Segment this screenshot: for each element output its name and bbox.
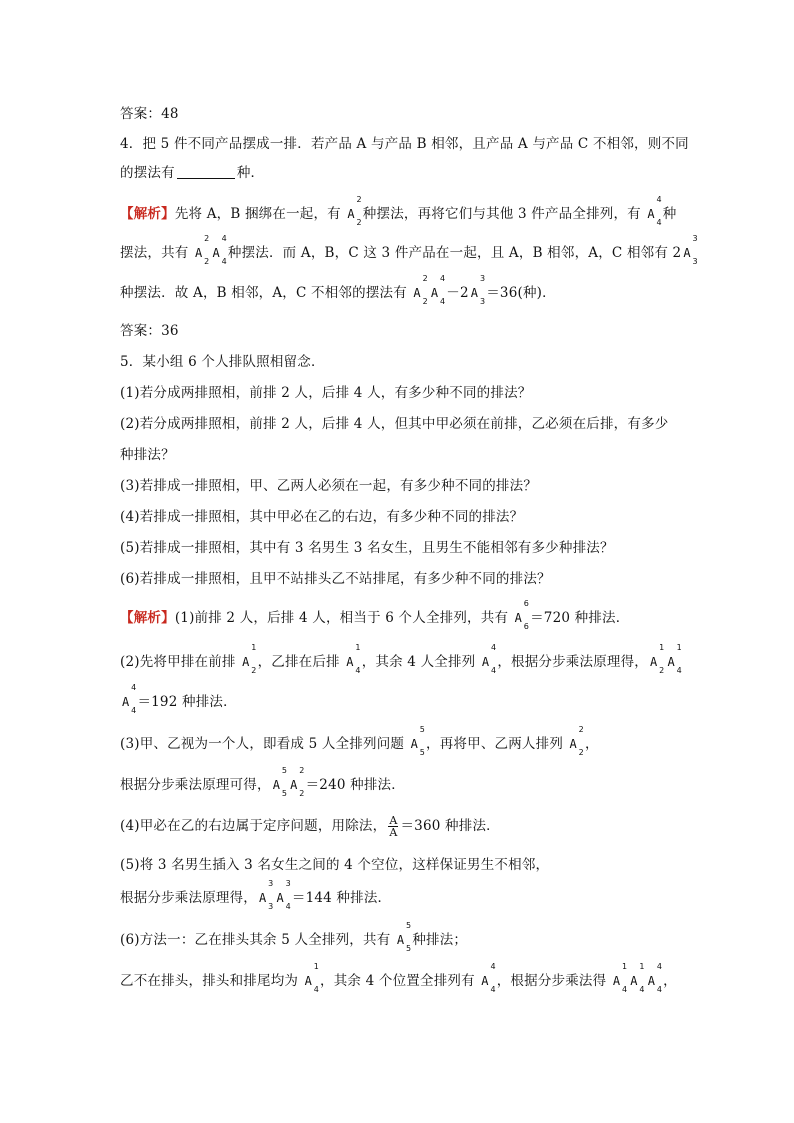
perm-symbol: A 6 6 <box>514 599 530 631</box>
fraction: $\frac{A}{A}$ <box>389 814 398 839</box>
q4-solution-line3: 种摆法．故 A，B 相邻，A，C 不相邻的摆法有 A 2 2 A 4 4 －2 A 3 3 ＝36(种)． <box>120 274 556 306</box>
perm-symbol: A 1 4 <box>346 643 361 675</box>
sol5-part2-line2: A 4 4 ＝192 种排法． <box>122 683 237 715</box>
perm-symbol: A 5 5 <box>396 921 412 953</box>
perm-symbol: A 1 4 <box>630 962 645 994</box>
perm-symbol: A 2 2 <box>569 725 584 757</box>
sol5-part3-line1: (3)甲、乙视为一个人，即看成 5 人全排列问题 A 5 5 ，再将甲、乙两人排列 A 2 2 ， <box>120 725 599 757</box>
perm-symbol: A 2 2 <box>195 234 210 266</box>
q4-solution-line2: 摆法，共有 A 2 2 A 4 4 种摆法．而 A，B，C 这 3 件产品在一起，且 A，B 相邻，A，C 相邻有 2 A 3 3 <box>120 234 698 266</box>
perm-symbol: A 4 4 <box>647 962 663 994</box>
q5-part1: (1)若分成两排照相，前排 2 人，后排 4 人，有多少种不同的排法？ <box>120 385 532 401</box>
q5-part5: (5)若排成一排照相，其中有 3 名男生 3 名女生，且男生不能相邻有多少种排法？ <box>120 540 614 556</box>
perm-symbol: A 1 4 <box>667 643 682 675</box>
q5-part4: (4)若排成一排照相，其中甲必在乙的右边，有多少种不同的排法？ <box>120 509 524 525</box>
q5-part2-line1: (2)若分成两排照相，前排 2 人，后排 4 人，但其中甲必须在前排，乙必须在后排，有多少 <box>120 416 669 432</box>
perm-symbol: A 4 4 <box>212 234 227 266</box>
answer-blank <box>177 164 235 179</box>
sol5-part1: 【解析】(1)前排 2 人，后排 4 人，相当于 6 个人全排列，共有 A 6 6 ＝720 种排法． <box>120 599 630 631</box>
perm-symbol: A 5 5 <box>410 725 426 757</box>
sol5-part2-line1: (2)先将甲排在前排 A 1 2 ，乙排在后排 A 1 4 ，其余 4 人全排列 A 4 4 ，根据分步乘法原理得， A 1 2 A 1 4 <box>120 643 682 675</box>
perm-symbol: A 5 5 <box>272 766 288 798</box>
perm-symbol: A 3 3 <box>683 234 698 266</box>
analysis-tag: 【解析】 <box>120 206 175 222</box>
sol5-part6-line2: 乙不在排头，排头和排尾均为 A 1 4 ，其余 4 个位置全排列有 A 4 4 ，根据分步乘法得 A 1 4 A 1 4 A 4 4 ， <box>120 962 677 994</box>
perm-symbol: A 1 4 <box>612 962 628 994</box>
sol5-part5-line1: (5)将 3 名男生插入 3 名女生之间的 4 个空位，这样保证男生不相邻， <box>120 857 550 873</box>
perm-symbol: A 2 2 <box>290 766 305 798</box>
perm-symbol: A 1 2 <box>650 643 665 675</box>
answer-48: 答案：48 <box>120 106 179 122</box>
q4-line2: 的摆法有 种． <box>120 165 265 181</box>
q5-title: 5．某小组 6 个人排队照相留念． <box>120 354 325 370</box>
q4-line1: 4．把 5 件不同产品摆成一排．若产品 A 与产品 B 相邻，且产品 A 与产品 C 不相邻，则不同 <box>120 136 689 152</box>
sol5-part3-line2: 根据分步乘法原理可得， A 5 5 A 2 2 ＝240 种排法． <box>120 766 405 798</box>
perm-symbol: A 3 3 <box>259 879 274 911</box>
q5-part2-line2: 种排法？ <box>120 447 175 463</box>
sol5-part6-line1: (6)方法一：乙在排头其余 5 人全排列，共有 A 5 5 种排法； <box>120 921 468 953</box>
perm-symbol: A 1 4 <box>304 962 320 994</box>
perm-symbol: A 4 4 <box>647 195 662 227</box>
perm-symbol: A 4 4 <box>122 683 137 715</box>
perm-symbol: A 4 4 <box>481 962 496 994</box>
perm-symbol: A 4 4 <box>481 643 497 675</box>
q5-part3: (3)若排成一排照相，甲、乙两人必须在一起，有多少种不同的排法？ <box>120 478 538 494</box>
q5-part6: (6)若排成一排照相，且甲不站排头乙不站排尾，有多少种不同的排法？ <box>120 571 551 587</box>
perm-symbol: A 2 2 <box>347 195 362 227</box>
perm-symbol: A 1 2 <box>242 643 257 675</box>
perm-symbol: A 2 2 <box>413 274 428 306</box>
sol5-part5-line2: 根据分步乘法原理得， A 3 3 A 3 4 ＝144 种排法． <box>120 879 392 911</box>
perm-symbol: A 3 3 <box>470 274 486 306</box>
sol5-part4: (4)甲必在乙的右边属于定序问题，用除法， $\frac{A}{A}$ ＝360 种排法． <box>120 814 500 839</box>
analysis-tag: 【解析】 <box>120 610 175 626</box>
perm-symbol: A 3 4 <box>276 879 291 911</box>
perm-symbol: A 4 4 <box>430 274 446 306</box>
answer-36: 答案：36 <box>120 323 179 339</box>
q4-solution-line1: 【解析】先将 A，B 捆绑在一起，有 A 2 2 种摆法，再将它们与其他 3 件产品全排列，有 A 4 4 种 <box>120 195 677 227</box>
